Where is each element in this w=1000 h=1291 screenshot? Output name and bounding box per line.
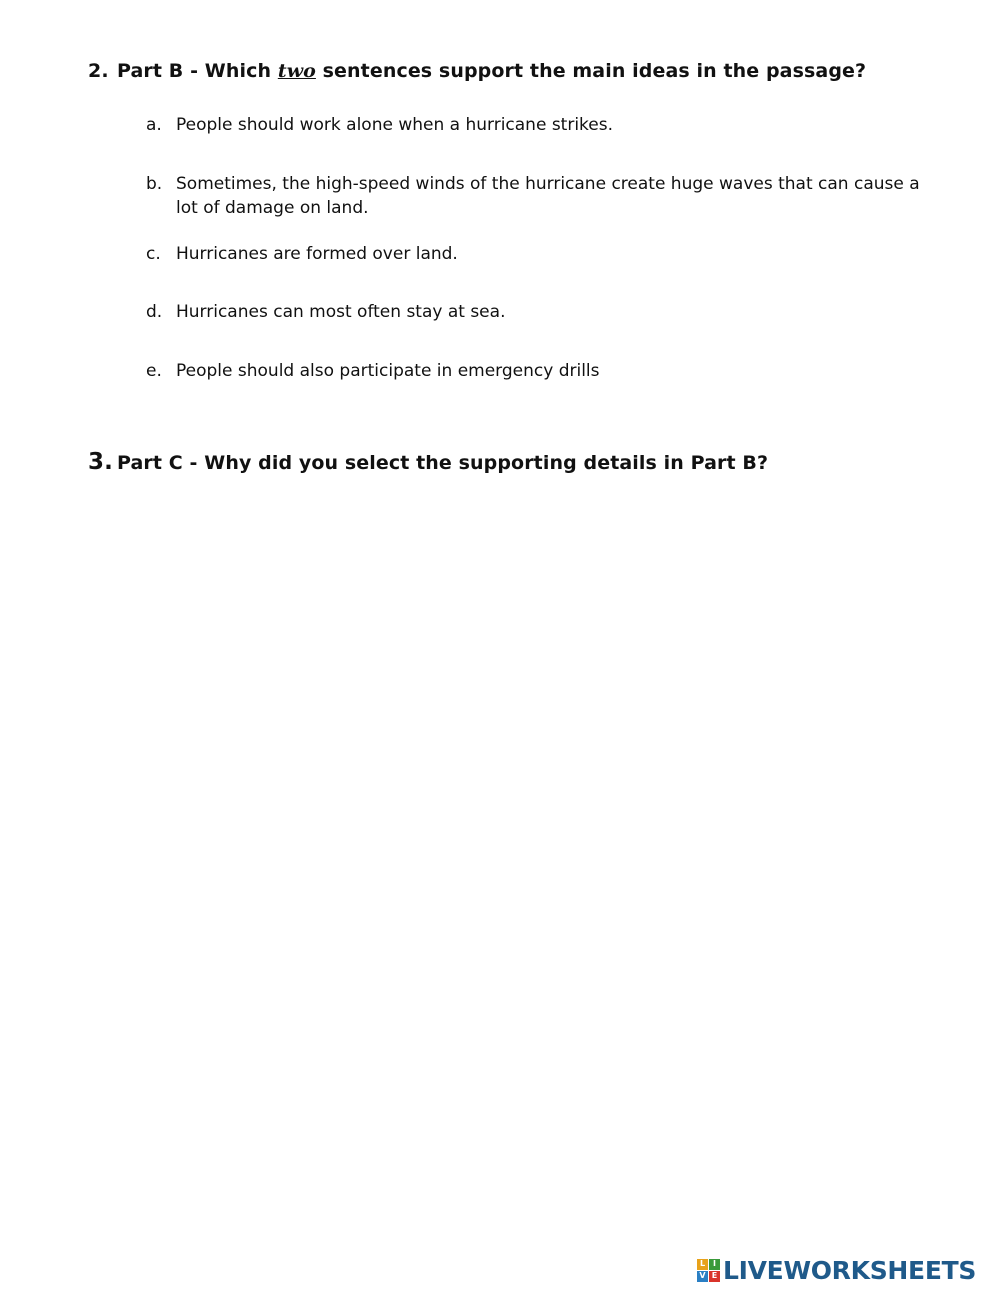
option-c[interactable] — [146, 242, 936, 266]
option-d-letter: d. — [146, 302, 163, 322]
option-e-text: People should also participate in emergency drills — [176, 361, 600, 381]
option-d[interactable] — [146, 300, 936, 324]
question-2-suffix: sentences support the main ideas in the passage? — [315, 60, 867, 82]
logo-cell-e: E — [709, 1271, 720, 1282]
option-b-text: Sometimes, the high-speed winds of the hurricane create huge waves that can cause a lot of damage on land. — [176, 174, 920, 218]
brand-name: LIVEWORKSHEETS — [723, 1255, 977, 1285]
option-e-letter: e. — [146, 361, 162, 381]
option-d-text: Hurricanes can most often stay at sea. — [176, 302, 506, 322]
option-b-letter: b. — [146, 174, 163, 194]
option-a[interactable] — [146, 113, 936, 137]
logo-icon — [697, 1259, 720, 1282]
question-2-emphasis: two — [277, 60, 316, 82]
option-e[interactable] — [146, 359, 936, 383]
question-3-heading — [88, 449, 768, 475]
option-c-text: Hurricanes are formed over land. — [176, 244, 458, 264]
question-3-number: 3. — [88, 449, 113, 475]
logo-cell-l: L — [697, 1259, 708, 1270]
question-2-number: 2. — [88, 60, 109, 82]
option-b[interactable] — [146, 172, 936, 220]
logo-cell-v: V — [697, 1271, 708, 1282]
option-a-letter: a. — [146, 115, 162, 135]
option-c-letter: c. — [146, 244, 161, 264]
question-2-prefix: Part B - Which — [117, 60, 278, 82]
liveworksheets-logo — [697, 1255, 976, 1285]
question-3-text: Part C - Why did you select the supporting details in Part B? — [117, 452, 769, 474]
logo-cell-i: I — [709, 1259, 720, 1270]
question-2-heading — [88, 60, 866, 82]
option-a-text: People should work alone when a hurricane strikes. — [176, 115, 614, 135]
